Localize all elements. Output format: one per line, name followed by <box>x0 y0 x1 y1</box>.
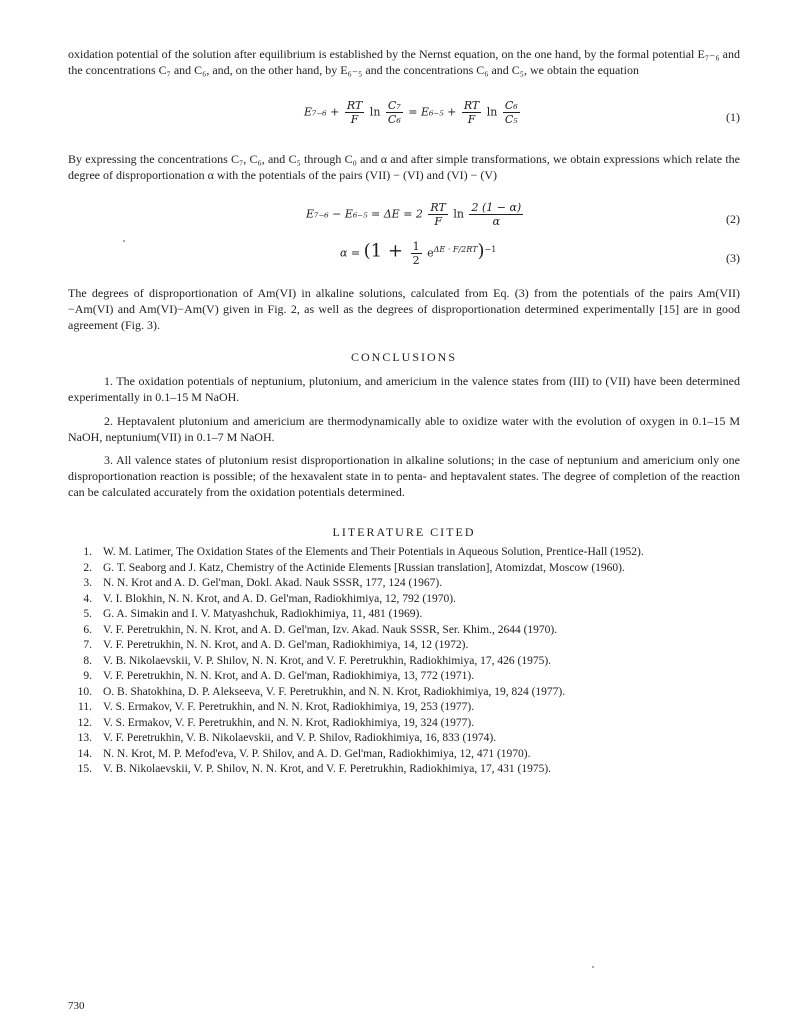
paragraph-expressions: By expressing the concentrations C₇, C₆, and C₅ through C₀ and α and after simple transformations, we obtain expressions which relate the degree of disproportionation α with the potentials of the pairs (VII) − (VI) and (VI) − (V) <box>68 152 740 182</box>
reference-text: V. B. Nikolaevskii, V. P. Shilov, N. N. Krot, and V. F. Peretrukhin, Radiokhimiya, 17, 426 (1975). <box>103 654 552 667</box>
reference-text: G. T. Seaborg and J. Katz, Chemistry of the Actinide Elements [Russian translation], Atomizdat, Moscow (1960). <box>103 561 625 574</box>
eq1-rt-1: RT <box>346 99 363 112</box>
eq2-ln: ln <box>449 207 468 221</box>
equation-3-number: (3) <box>726 251 740 265</box>
reference-item <box>68 716 758 732</box>
eq1-ln-1: ln <box>366 105 384 119</box>
eq2-rt: RT <box>430 201 446 214</box>
eq1-c6b: C₆ <box>504 99 518 112</box>
equation-1-body <box>304 99 522 126</box>
reference-number: 3. <box>83 577 92 589</box>
eq3-close-paren: ) <box>477 240 485 262</box>
stray-dot <box>123 240 125 242</box>
equation-1-number: (1) <box>726 110 740 124</box>
reference-item <box>68 561 758 577</box>
eq2-numerator: 2 (1 − α) <box>471 201 522 214</box>
reference-item <box>68 576 758 592</box>
eq1-f-1: F <box>350 113 359 126</box>
reference-text: W. M. Latimer, The Oxidation States of the Elements and Their Potentials in Aqueous Solution, Prentice-Hall (1952). <box>103 546 644 558</box>
reference-number: 10. <box>77 685 92 698</box>
reference-item <box>68 545 758 561</box>
equation-1 <box>68 99 740 139</box>
stray-dot <box>592 966 594 968</box>
eq3-frac-half <box>411 240 422 267</box>
eq3-open-paren: (1 + <box>363 240 409 262</box>
reference-number: 12. <box>77 716 92 729</box>
reference-item <box>68 747 758 763</box>
reference-number: 1. <box>83 546 92 558</box>
literature-heading: LITERATURE CITED <box>332 525 476 539</box>
reference-number: 15. <box>77 763 92 775</box>
eq1-frac-c7-c6 <box>386 99 403 126</box>
equation-3-body <box>340 240 496 267</box>
conclusions-heading: CONCLUSIONS <box>350 350 457 364</box>
eq2-denominator: α <box>492 215 501 228</box>
paragraph-am-results: The degrees of disproportionation of Am(VI) in alkaline solutions, calculated from Eq. (3) from the potentials of the pairs Am(VII)−Am(VI) and Am(VI)−Am(V) given in Fig. 2, as well as the degrees of disproportionation determined experimentally [15] are in good agreement (Fig. 3). <box>68 286 740 332</box>
eq3-e: e <box>423 246 434 260</box>
eq2-f: F <box>434 215 442 228</box>
reference-item <box>68 623 758 639</box>
eq1-mid: = E₆₋₅ + <box>404 105 460 119</box>
reference-number: 11. <box>78 701 92 713</box>
reference-text: O. B. Shatokhina, D. P. Alekseeva, V. F. Peretrukhin, and N. N. Krot, Radiokhimiya, 19, 824 (1977). <box>103 685 566 698</box>
reference-number: 9. <box>83 670 92 682</box>
eq1-lhs: E₇₋₆ + <box>304 105 343 119</box>
page-number: 730 <box>68 1000 85 1012</box>
reference-text: V. B. Nikolaevskii, V. P. Shilov, N. N. Krot, and V. F. Peretrukhin, Radiokhimiya, 17, 431 (1975). <box>103 763 552 775</box>
reference-item <box>68 654 758 670</box>
eq1-rt-2: RT <box>463 99 480 112</box>
eq1-frac-c6-c5 <box>503 99 520 126</box>
reference-text: V. F. Peretrukhin, N. N. Krot, and A. D. Gel'man, Radiokhimiya, 13, 772 (1971). <box>103 670 475 682</box>
reference-number: 2. <box>83 561 92 574</box>
eq1-frac-rt-f-1 <box>345 99 364 126</box>
eq1-ln-2: ln <box>483 105 501 119</box>
eq1-c5: C₅ <box>504 113 518 126</box>
eq3-power: −1 <box>484 244 497 254</box>
reference-number: 6. <box>83 623 92 636</box>
reference-text: G. A. Simakin and I. V. Matyashchuk, Radiokhimiya, 11, 481 (1969). <box>103 608 423 620</box>
reference-number: 7. <box>83 639 92 651</box>
reference-item <box>68 607 758 623</box>
eq3-two: 2 <box>412 254 420 267</box>
reference-item <box>68 762 758 778</box>
reference-list <box>68 545 758 778</box>
reference-number: 8. <box>83 654 92 667</box>
reference-text: V. S. Ermakov, V. F. Peretrukhin, and N. N. Krot, Radiokhimiya, 19, 253 (1977). <box>103 701 475 713</box>
reference-item <box>68 638 758 654</box>
eq2-frac-alpha <box>469 201 523 228</box>
reference-text: V. F. Peretrukhin, N. N. Krot, and A. D. Gel'man, Izv. Akad. Nauk SSSR, Ser. Khim., 2644 (1970). <box>103 623 558 636</box>
reference-item <box>68 685 758 701</box>
eq1-c6a: C₆ <box>387 113 401 126</box>
reference-text: V. F. Peretrukhin, N. N. Krot, and A. D. Gel'man, Radiokhimiya, 14, 12 (1972). <box>103 639 469 651</box>
reference-text: V. I. Blokhin, N. N. Krot, and A. D. Gel'man, Radiokhimiya, 12, 792 (1970). <box>103 592 456 605</box>
eq1-c7: C₇ <box>387 99 401 112</box>
conclusion-3: 3. All valence states of plutonium resist disproportionation in alkaline solutions; in the case of neptunium and americium only one disproportionation reaction is possible; of the hexavalent state in to penta- and heptavalent states. The degree of completion of the reaction can be calculated accurately from the oxidation potentials determined. <box>68 453 740 499</box>
equation-2-number: (2) <box>726 212 740 226</box>
reference-item <box>68 700 758 716</box>
equation-3 <box>68 240 740 280</box>
eq3-exponent: ΔE · F/2RT <box>433 244 478 254</box>
eq2-lhs: E₇₋₆ − E₆₋₅ = ΔE = 2 <box>306 207 427 221</box>
reference-item <box>68 592 758 608</box>
reference-number: 13. <box>77 732 92 744</box>
eq3-lhs: α = <box>340 246 364 260</box>
eq3-one: 1 <box>412 240 420 253</box>
reference-item <box>68 669 758 685</box>
reference-number: 4. <box>83 592 92 605</box>
equation-2-body <box>306 201 525 228</box>
eq2-frac-rt-f <box>428 201 447 228</box>
reference-number: 5. <box>83 608 92 620</box>
conclusion-2: 2. Heptavalent plutonium and americium are thermodynamically able to oxidize water with the evolution of oxygen in 0.1–15 M NaOH, neptunium(VII) in 0.1–7 M NaOH. <box>68 414 740 444</box>
equation-2 <box>68 201 740 241</box>
reference-text: N. N. Krot, M. P. Mefod'eva, V. P. Shilov, and A. D. Gel'man, Radiokhimiya, 12, 471 (1970). <box>103 747 531 760</box>
reference-number: 14. <box>77 747 92 760</box>
conclusion-1: 1. The oxidation potentials of neptunium, plutonium, and americium in the valence states from (III) to (VII) have been determined experimentally in 0.1–15 M NaOH. <box>68 374 740 404</box>
intro-paragraph: oxidation potential of the solution after equilibrium is established by the Nernst equation, on the one hand, by the formal potential E₇₋₆ and the concentrations C₇ and C₆, and, on the other hand, by E₆₋₅ and the concentrations C₆ and C₅, we obtain the equation <box>68 47 740 77</box>
reference-text: V. S. Ermakov, V. F. Peretrukhin, and N. N. Krot, Radiokhimiya, 19, 324 (1977). <box>103 716 475 729</box>
reference-text: V. F. Peretrukhin, V. B. Nikolaevskii, and V. P. Shilov, Radiokhimiya, 16, 833 (1974). <box>103 732 497 744</box>
eq1-frac-rt-f-2 <box>462 99 481 126</box>
eq1-f-2: F <box>467 113 476 126</box>
reference-item <box>68 731 758 747</box>
reference-text: N. N. Krot and A. D. Gel'man, Dokl. Akad. Nauk SSSR, 177, 124 (1967). <box>103 577 443 589</box>
